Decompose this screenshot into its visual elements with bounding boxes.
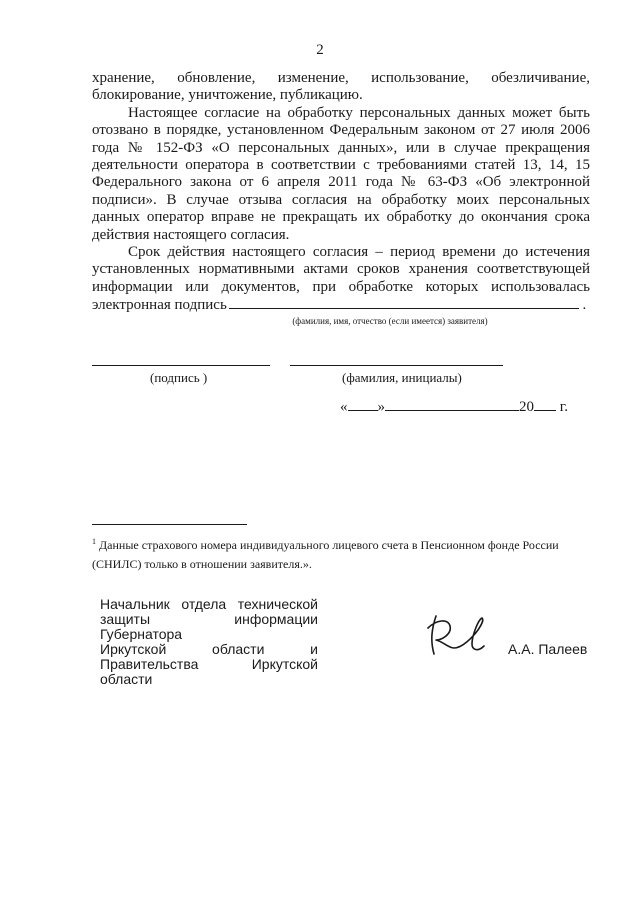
applicant-name-caption: (фамилия, имя, отчество (если имеется) заявителя) (292, 316, 488, 326)
paragraph-validity (92, 244, 590, 315)
name-initials-line (290, 365, 503, 366)
paragraph-validity-text: Срок действия настоящего согласия – период времени до истечения установленных нормативными актами сроков хранения соответствующей информации или документов, при обработке которых использовалась электронная подпись (92, 244, 590, 314)
handwritten-signature (422, 610, 502, 666)
signer-title-line: защиты информации Губернатора (100, 611, 318, 642)
paragraph-validity-end: . (582, 297, 587, 314)
date-year-line (534, 398, 556, 411)
signer-title-line: Правительства Иркутской области (100, 656, 318, 687)
footnote-mark: 1 (92, 537, 96, 546)
paragraph-continuation: хранение, обновление, изменение, использование, обезличивание, блокирование, уничтожение, публикацию. (92, 70, 590, 104)
date-quote-open: « (340, 399, 348, 415)
date-month-line (385, 398, 519, 411)
name-initials-caption: (фамилия, инициалы) (342, 370, 462, 385)
signer-title-line: Иркутской области и (100, 641, 318, 657)
date-year-suffix: г. (559, 399, 568, 415)
signer-name: А.А. Палеев (508, 641, 588, 657)
date-field (340, 398, 600, 416)
date-quote-close: » (377, 399, 385, 415)
signer-title-line: Начальник отдела технической (100, 596, 318, 612)
signer-title (100, 597, 318, 687)
date-day-line (348, 398, 378, 411)
document-body (92, 70, 590, 315)
page-number: 2 (316, 42, 324, 58)
signature-caption: (подпись ) (150, 370, 208, 385)
footnote (92, 532, 590, 574)
footnote-text: Данные страхового номера индивидуального лицевого счета в Пенсионном фонде России (СНИЛС) только в отношении заявителя.». (92, 538, 559, 571)
footnote-separator (92, 524, 247, 525)
date-year-prefix: 20 (519, 399, 534, 415)
paragraph-revocation: Настоящее согласие на обработку персональных данных может быть отозвано в порядке, установленном Федеральным законом от 27 июля 2006 года № 152-ФЗ «О персональных данных», или в случае прекращения деятельности оператора в соответствии с требованиями статей 13, 14, 15 Федерального закона от 6 апреля 2011 года № 63-ФЗ «Об электронной подписи». В случае отзыва согласия на обработку моих персональных данных оператор вправе не прекращать их обработку до окончания срока действия настоящего согласия. (92, 104, 590, 243)
signature-line (92, 365, 270, 366)
applicant-name-line (229, 296, 579, 309)
